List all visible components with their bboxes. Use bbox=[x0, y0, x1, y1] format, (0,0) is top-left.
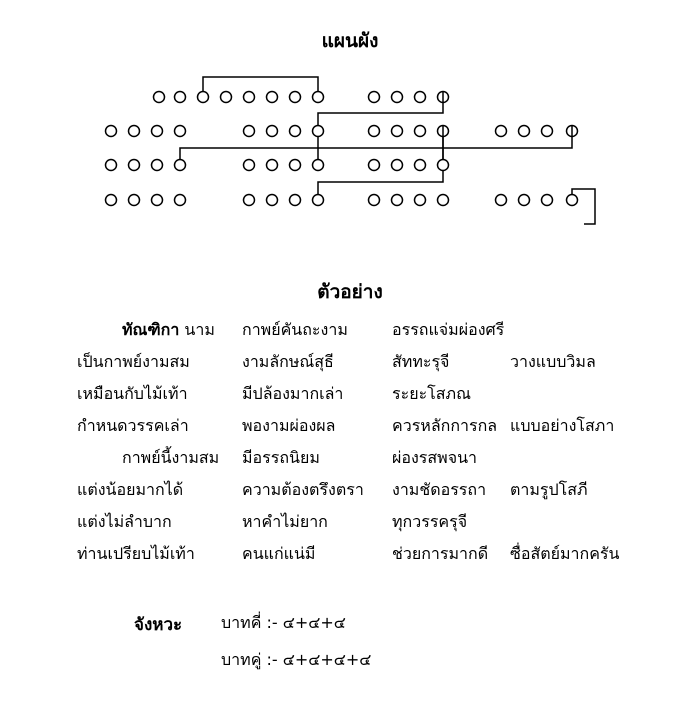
syllable-circle-r4-g2-2 bbox=[267, 195, 278, 206]
poem-line-r6-c4: ตามรูปโสภี bbox=[510, 480, 588, 499]
syllable-circle-r1-g1-2 bbox=[175, 92, 186, 103]
poem-line-r7-c1: แต่งไม่ลำบาก bbox=[77, 512, 172, 531]
syllable-circle-r4-g1-4 bbox=[175, 195, 186, 206]
syllable-circle-r4-g3-2 bbox=[392, 195, 403, 206]
syllable-circle-r2-g1-3 bbox=[152, 126, 163, 137]
rhyme-link-8 bbox=[572, 189, 595, 224]
syllable-circle-r3-g2-2 bbox=[267, 160, 278, 171]
poem-line-r8-c3: ช่วยการมากดี bbox=[392, 544, 489, 563]
syllable-circle-r2-g4-1 bbox=[496, 126, 507, 137]
poem-line-r8-c2: คนแก่แน่มี bbox=[242, 544, 316, 563]
plan-diagram bbox=[0, 0, 700, 260]
syllable-circle-r4-g1-1 bbox=[106, 195, 117, 206]
poem-line-r3-c3: ระยะโสภณ bbox=[392, 384, 471, 403]
syllable-circle-r2-g2-3 bbox=[290, 126, 301, 137]
poem-line-r5-c3: ผ่องรสพจนา bbox=[392, 448, 477, 467]
poem-line-r7-c2: หาคำไม่ยาก bbox=[242, 512, 328, 531]
poem-line-r7-c3: ทุกวรรครุจี bbox=[392, 512, 468, 531]
syllable-circle-r4-g4-3 bbox=[542, 195, 553, 206]
syllable-circle-r1-g3-1 bbox=[369, 92, 380, 103]
syllable-circle-r2-g2-4 bbox=[313, 126, 324, 137]
syllable-circle-r3-g2-3 bbox=[290, 160, 301, 171]
syllable-circle-r4-g2-3 bbox=[290, 195, 301, 206]
syllable-circle-r2-g1-4 bbox=[175, 126, 186, 137]
poem-line-r4-c3: ควรหลักการกล bbox=[392, 416, 498, 435]
syllable-circle-r1-g3-2 bbox=[392, 92, 403, 103]
poem-line-r2-c3: สัททะรุจี bbox=[392, 352, 450, 371]
plan-title: แผนผัง bbox=[321, 30, 379, 52]
poem-line-r5-c2: มีอรรถนิยม bbox=[242, 448, 320, 467]
poem-line-r1-c1 bbox=[122, 320, 215, 340]
syllable-circle-r2-g1-2 bbox=[129, 126, 140, 137]
syllable-circle-r1-g2-3 bbox=[290, 92, 301, 103]
syllable-circle-r4-g2-1 bbox=[244, 195, 255, 206]
syllable-circle-r1-g1-4 bbox=[221, 92, 232, 103]
syllable-circle-r3-g1-3 bbox=[152, 160, 163, 171]
poem-line-r6-c1: แต่งน้อยมากได้ bbox=[77, 480, 184, 499]
syllable-circle-r4-g4-2 bbox=[519, 195, 530, 206]
jangwa-even-line: บาทคู่ :- ๔+๔+๔+๔ bbox=[221, 650, 372, 669]
syllable-circle-r4-g4-1 bbox=[496, 195, 507, 206]
syllable-circle-r2-g2-1 bbox=[244, 126, 255, 137]
poem-line-r4-c2: พองามผ่องผล bbox=[242, 416, 336, 435]
syllable-circle-r4-g3-4 bbox=[438, 195, 449, 206]
syllable-circle-r3-g3-1 bbox=[369, 160, 380, 171]
syllable-circle-r4-g1-3 bbox=[152, 195, 163, 206]
poem-line-r8-c4: ซื่อสัตย์มากครัน bbox=[510, 544, 620, 563]
rhyme-link-5 bbox=[318, 148, 443, 159]
syllable-circle-r2-g4-3 bbox=[542, 126, 553, 137]
poem-line-r6-c2: ความต้องตรึงตรา bbox=[242, 480, 364, 499]
syllable-circle-r2-g3-3 bbox=[415, 126, 426, 137]
syllable-circle-r3-g2-1 bbox=[244, 160, 255, 171]
syllable-circle-r3-g3-4 bbox=[438, 160, 449, 171]
syllable-circle-r1-g2-4 bbox=[313, 92, 324, 103]
poem-name-bold: ทัณฑิกา bbox=[122, 320, 180, 339]
syllable-circle-r3-g3-2 bbox=[392, 160, 403, 171]
poem-line-r1-c3: อรรถแจ่มผ่องศรี bbox=[392, 320, 505, 339]
poem-line-r2-c1: เป็นกาพย์งามสม bbox=[77, 352, 190, 371]
syllable-circle-r4-g4-4 bbox=[567, 195, 578, 206]
syllable-circle-r2-g3-2 bbox=[392, 126, 403, 137]
rhyme-link-7 bbox=[318, 171, 443, 194]
example-title: ตัวอย่าง bbox=[317, 281, 383, 303]
poem-line-r3-c2: มีปล้องมากเล่า bbox=[242, 384, 344, 403]
syllable-circle-r1-g2-1 bbox=[244, 92, 255, 103]
syllable-circle-r2-g3-1 bbox=[369, 126, 380, 137]
poem-line-r1-c2: กาพย์คันถะงาม bbox=[242, 320, 348, 339]
syllable-circle-r1-g2-2 bbox=[267, 92, 278, 103]
poem-line-r2-c4: วางแบบวิมล bbox=[510, 352, 596, 371]
syllable-circle-r4-g2-4 bbox=[313, 195, 324, 206]
syllable-circle-r1-g1-3 bbox=[198, 92, 209, 103]
jangwa-odd-line: บาทคี่ :- ๔+๔+๔ bbox=[221, 613, 346, 632]
syllable-circle-r4-g1-2 bbox=[129, 195, 140, 206]
syllable-circle-r2-g2-2 bbox=[267, 126, 278, 137]
rhyme-link-4 bbox=[180, 137, 318, 159]
syllable-circle-r1-g1-1 bbox=[154, 92, 165, 103]
syllable-circle-r3-g3-3 bbox=[415, 160, 426, 171]
syllable-circle-r3-g2-4 bbox=[313, 160, 324, 171]
poem-line-r2-c2: งามลักษณ์สุธี bbox=[242, 352, 334, 371]
poem-line-r5-c1: กาพย์นี้งามสม bbox=[122, 448, 220, 467]
syllable-circle-r3-g1-1 bbox=[106, 160, 117, 171]
syllable-circle-r1-g3-3 bbox=[415, 92, 426, 103]
syllable-circle-r2-g1-1 bbox=[106, 126, 117, 137]
poem-line-r4-c1: กำหนดวรรคเล่า bbox=[77, 416, 189, 435]
poem-line-r4-c4: แบบอย่างโสภา bbox=[510, 416, 615, 435]
syllable-circle-r3-g1-2 bbox=[129, 160, 140, 171]
syllable-circle-r4-g3-1 bbox=[369, 195, 380, 206]
syllable-circle-r2-g4-2 bbox=[519, 126, 530, 137]
syllable-circle-r3-g1-4 bbox=[175, 160, 186, 171]
poem-line-r6-c3: งามชัดอรรถา bbox=[392, 480, 487, 499]
syllable-circle-r4-g3-3 bbox=[415, 195, 426, 206]
rhyme-link-1 bbox=[203, 77, 318, 91]
poem-line-r8-c1: ท่านเปรียบไม้เท้า bbox=[77, 544, 195, 563]
poem-text: นาม bbox=[179, 320, 215, 339]
poem-line-r3-c1: เหมือนกับไม้เท้า bbox=[77, 384, 188, 403]
jangwa-label: จังหวะ bbox=[134, 615, 183, 635]
